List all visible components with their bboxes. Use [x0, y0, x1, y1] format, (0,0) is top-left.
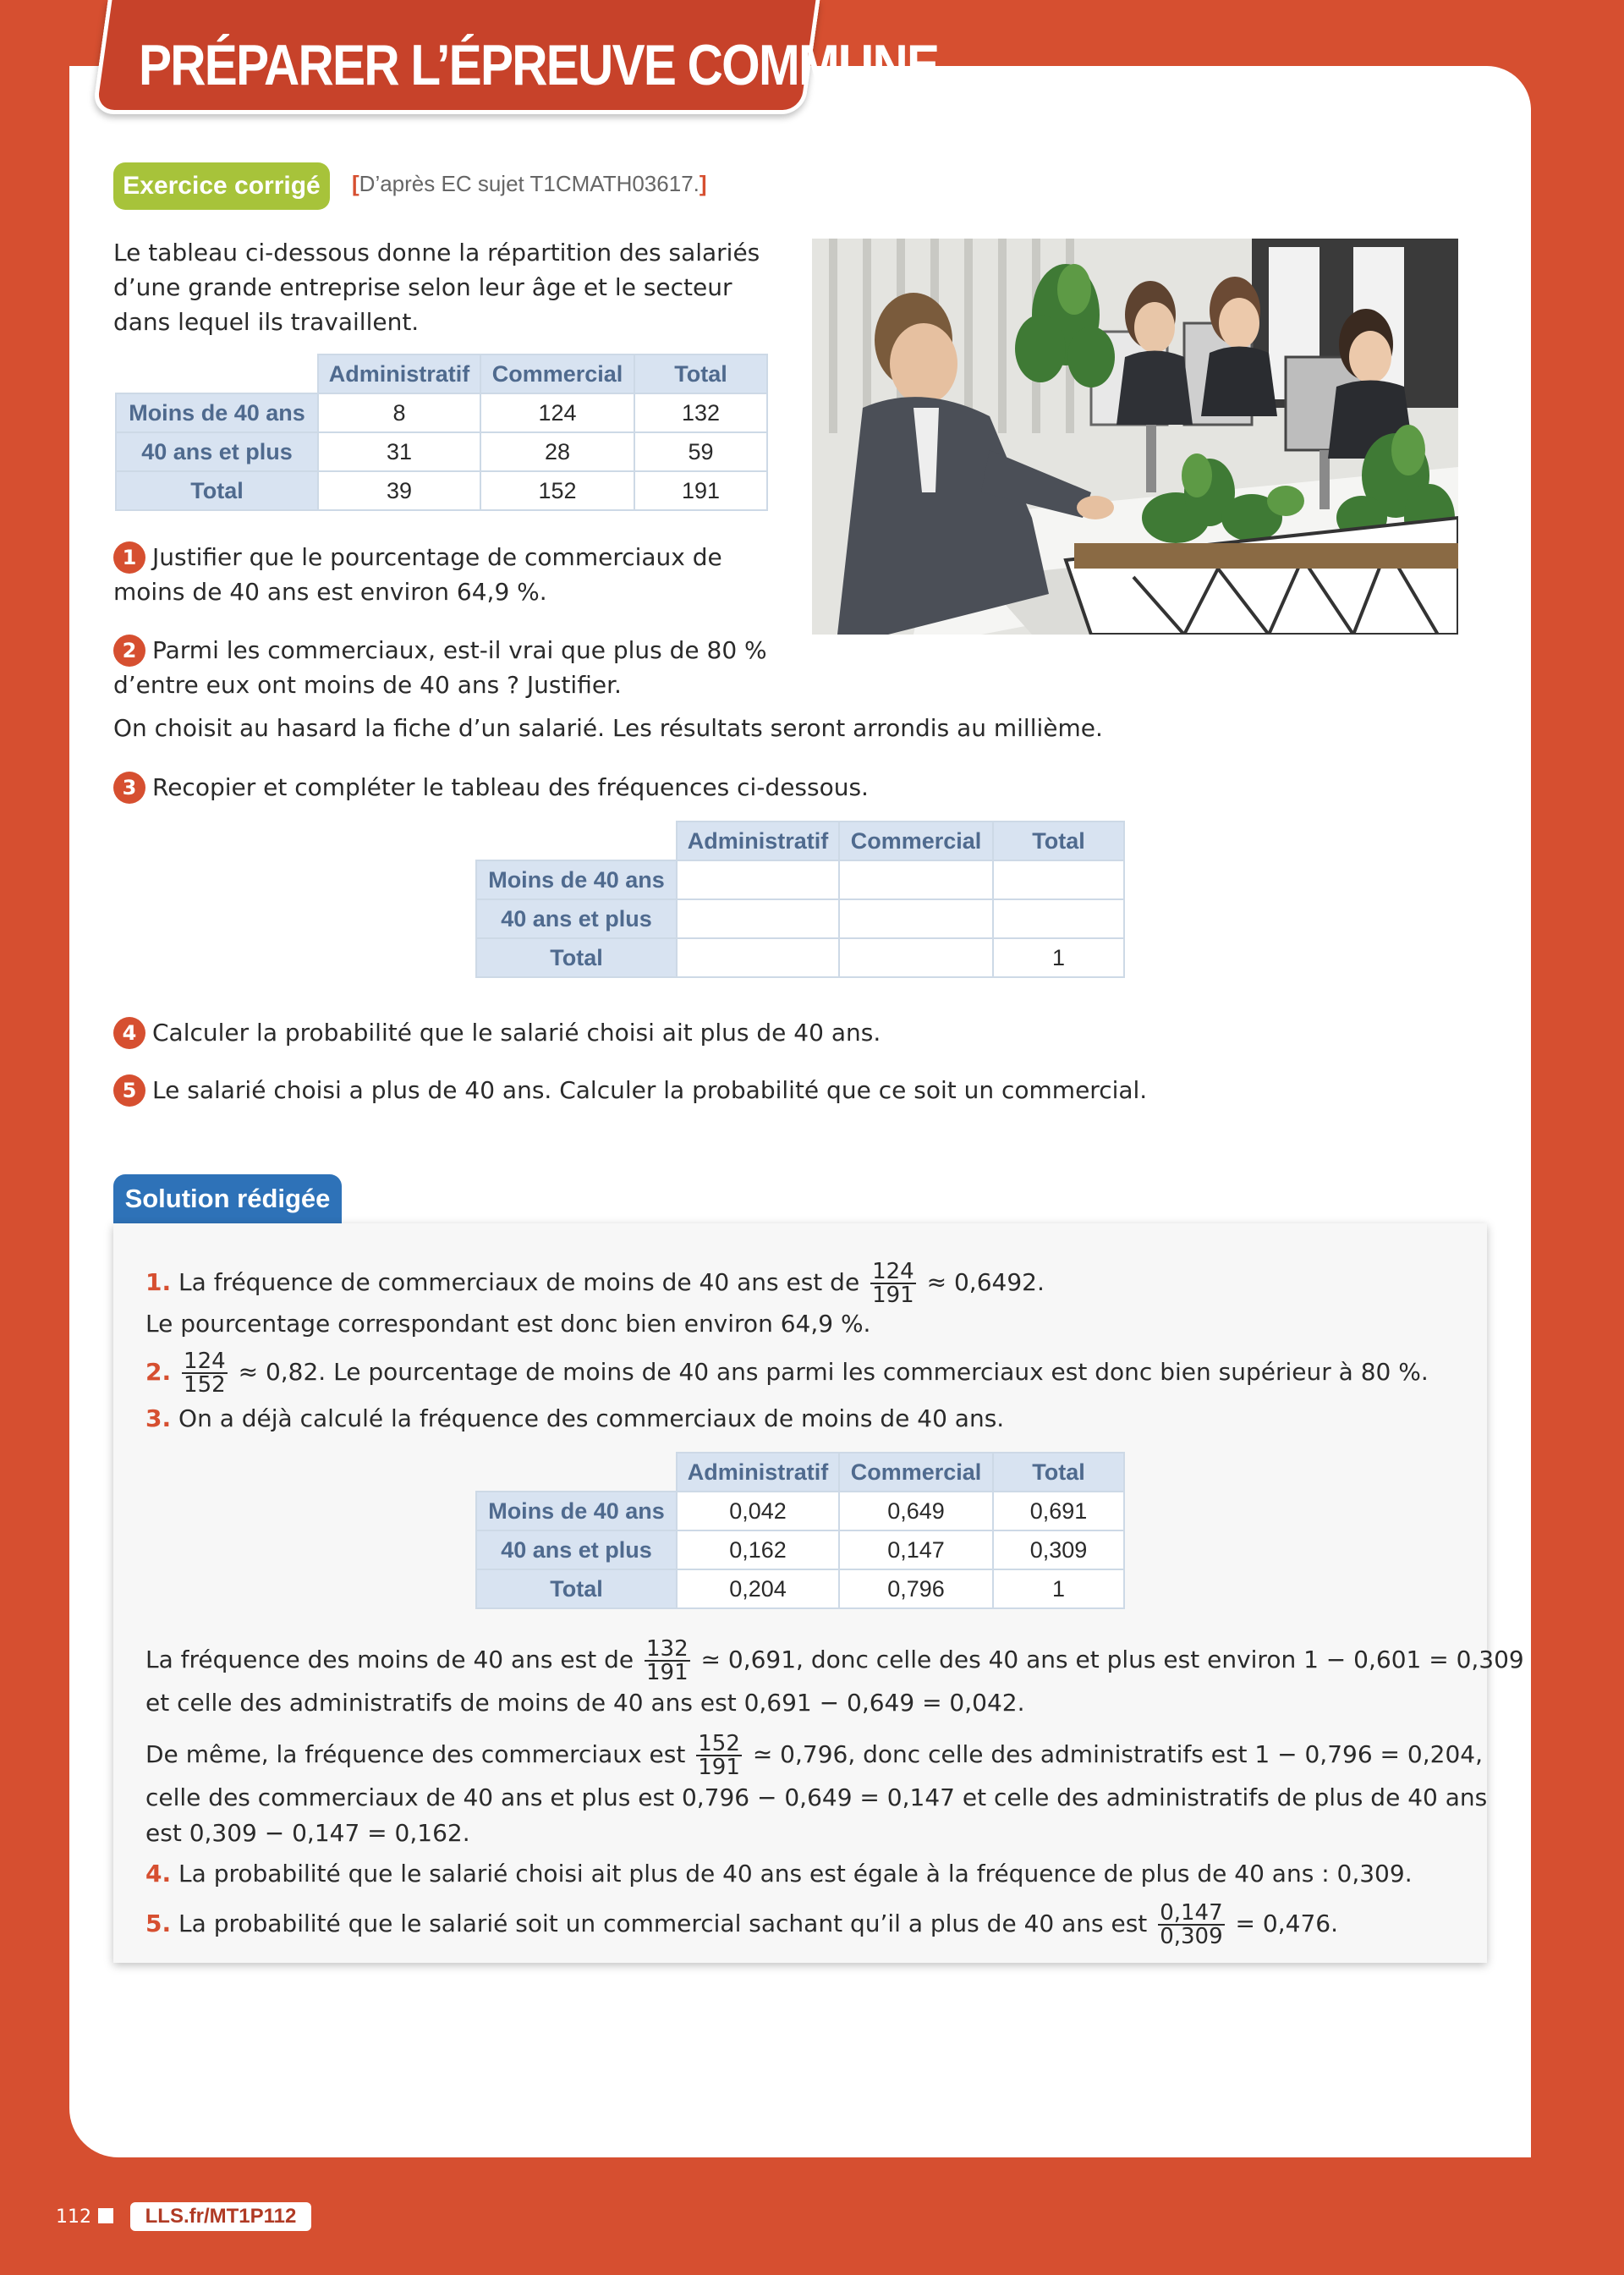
fraction-denominator: 191	[645, 1660, 689, 1685]
table-row	[476, 860, 1124, 899]
row-header: Total	[476, 1569, 677, 1608]
table-corner	[116, 354, 318, 393]
fraction-denominator: 0,309	[1160, 1924, 1223, 1949]
solution-5	[145, 1902, 1338, 1948]
table-header-row	[476, 1453, 1124, 1492]
table-cell: 124	[480, 393, 634, 432]
fraction	[870, 1261, 916, 1306]
question-text: Calculer la probabilité que le salarié choisi ait plus de 40 ans.	[152, 1019, 881, 1047]
fraction-numerator: 0,147	[1160, 1900, 1223, 1926]
table-row	[476, 1530, 1124, 1569]
table-row	[476, 1569, 1124, 1608]
table-header-row	[116, 354, 767, 393]
table-row	[116, 393, 767, 432]
solution-text: La probabilité que le salarié choisi ait plus de 40 ans est égale à la fréquence de plus de 40 ans : 0,309.	[178, 1860, 1413, 1888]
table-cell: 0,042	[677, 1492, 839, 1530]
table-cell	[839, 938, 993, 977]
question-5	[113, 1073, 1147, 1107]
source-bracket-open: [	[352, 171, 359, 196]
table-cell: 59	[634, 432, 767, 471]
question-text: d’entre eux ont moins de 40 ans ? Justifier.	[113, 671, 622, 699]
solution-text: La fréquence des moins de 40 ans est de	[145, 1646, 634, 1673]
frequency-table-filled	[475, 1452, 1125, 1609]
table-cell	[677, 938, 839, 977]
solution-text: ≈ 0,6492.	[926, 1268, 1045, 1296]
table-cell: 132	[634, 393, 767, 432]
table-corner	[476, 822, 677, 860]
solution-2	[145, 1350, 1429, 1396]
table-cell	[677, 860, 839, 899]
question-text: moins de 40 ans est environ 64,9 %.	[113, 578, 547, 606]
solution-4	[145, 1856, 1413, 1891]
solution-3-para1-line2: et celle des administratifs de moins de 40 ans est 0,691 − 0,649 = 0,042.	[145, 1689, 1025, 1717]
solution-number: 5.	[145, 1910, 172, 1937]
table-cell	[993, 899, 1124, 938]
question-number: 1	[113, 541, 145, 574]
column-header: Commercial	[839, 1453, 993, 1492]
column-header: Administratif	[318, 354, 480, 393]
table-cell: 8	[318, 393, 480, 432]
row-header: Moins de 40 ans	[476, 860, 677, 899]
question-text: Justifier que le pourcentage de commerciaux de	[152, 543, 722, 571]
question-4	[113, 1015, 881, 1050]
table-cell	[839, 899, 993, 938]
question-2	[113, 633, 767, 702]
office-photo	[812, 239, 1458, 635]
table-cell: 0,204	[677, 1569, 839, 1608]
row-header: 40 ans et plus	[476, 1530, 677, 1569]
solution-text: La fréquence de commerciaux de moins de 40 ans est de	[178, 1268, 860, 1296]
table-header-row	[476, 822, 1124, 860]
row-header: Total	[116, 471, 318, 510]
source-bracket-close: ]	[699, 171, 707, 196]
solution-number: 2.	[145, 1358, 172, 1386]
footer-square-icon	[98, 2208, 113, 2223]
solution-3-para2	[145, 1733, 1483, 1778]
solution-number: 4.	[145, 1860, 172, 1888]
page-title: PRÉPARER L’ÉPREUVE COMMUNE	[139, 33, 939, 97]
table-cell: 1	[993, 938, 1124, 977]
table-cell: 39	[318, 471, 480, 510]
footer-link[interactable]: LLS.fr/MT1P112	[130, 2202, 311, 2231]
table-row	[476, 938, 1124, 977]
question-number: 2	[113, 635, 145, 667]
fraction	[696, 1733, 742, 1778]
table-cell: 0,147	[839, 1530, 993, 1569]
row-header: 40 ans et plus	[476, 899, 677, 938]
question-text: Le salarié choisi a plus de 40 ans. Calculer la probabilité que ce soit un commercial.	[152, 1076, 1148, 1104]
solution-text: ≃ 0,796, donc celle des administratifs est 1 − 0,796 = 0,204,	[752, 1740, 1483, 1768]
table-row	[116, 432, 767, 471]
table-cell: 0,309	[993, 1530, 1124, 1569]
column-header: Commercial	[480, 354, 634, 393]
solution-badge: Solution rédigée	[113, 1174, 342, 1223]
table-cell: 0,162	[677, 1530, 839, 1569]
solution-1-line2: Le pourcentage correspondant est donc bien environ 64,9 %.	[145, 1310, 871, 1338]
solution-text: On a déjà calculé la fréquence des commerciaux de moins de 40 ans.	[178, 1404, 1005, 1432]
row-header: Moins de 40 ans	[116, 393, 318, 432]
fraction-denominator: 191	[872, 1283, 914, 1308]
question-text: Parmi les commerciaux, est-il vrai que plus de 80 %	[152, 636, 767, 664]
table-cell: 0,649	[839, 1492, 993, 1530]
fraction	[1158, 1902, 1224, 1948]
question-number: 5	[113, 1074, 145, 1107]
row-header: 40 ans et plus	[116, 432, 318, 471]
distribution-table	[115, 354, 768, 511]
table-cell: 1	[993, 1569, 1124, 1608]
question-1	[113, 540, 722, 609]
table-row	[476, 1492, 1124, 1530]
table-row	[116, 471, 767, 510]
question-3	[113, 770, 869, 805]
solution-3-para1	[145, 1638, 1524, 1684]
exercise-source	[352, 171, 707, 197]
solution-text: ≈ 0,82. Le pourcentage de moins de 40 ans parmi les commerciaux est donc bien supérieur à 80 %.	[238, 1358, 1429, 1386]
table-cell: 28	[480, 432, 634, 471]
fraction	[182, 1350, 228, 1396]
source-text: D’après EC sujet T1CMATH03617.	[359, 171, 700, 196]
solution-1	[145, 1261, 1045, 1306]
solution-3-para2-line3: est 0,309 − 0,147 = 0,162.	[145, 1819, 470, 1847]
table-cell	[993, 860, 1124, 899]
fraction-denominator: 191	[698, 1755, 740, 1780]
solution-number: 1.	[145, 1268, 172, 1296]
table-cell	[839, 860, 993, 899]
question-number: 4	[113, 1017, 145, 1049]
frequency-table-empty	[475, 821, 1125, 978]
fraction-numerator: 152	[698, 1731, 740, 1756]
question-text: Recopier et compléter le tableau des fréquences ci-dessous.	[152, 773, 869, 801]
column-header: Commercial	[839, 822, 993, 860]
column-header: Administratif	[677, 1453, 839, 1492]
solution-number: 3.	[145, 1404, 172, 1432]
solution-text: De même, la fréquence des commerciaux est	[145, 1740, 686, 1768]
page-number: 112	[56, 2206, 91, 2228]
exercise-badge: Exercice corrigé	[113, 162, 330, 210]
table-cell: 191	[634, 471, 767, 510]
column-header: Total	[634, 354, 767, 393]
table-corner	[476, 1453, 677, 1492]
fraction-numerator: 124	[184, 1349, 226, 1374]
table-cell: 31	[318, 432, 480, 471]
office-illustration	[812, 239, 1458, 635]
intro-paragraph	[113, 235, 760, 339]
table-cell	[677, 899, 839, 938]
table-row	[476, 899, 1124, 938]
intro-line: Le tableau ci-dessous donne la répartition des salariés	[113, 239, 760, 267]
table-cell: 0,691	[993, 1492, 1124, 1530]
table-cell: 0,796	[839, 1569, 993, 1608]
question-number: 3	[113, 772, 145, 804]
solution-text: La probabilité que le salarié soit un commercial sachant qu’il a plus de 40 ans est	[178, 1910, 1148, 1937]
fraction-denominator: 152	[184, 1372, 226, 1398]
solution-text: = 0,476.	[1235, 1910, 1338, 1937]
fraction	[645, 1638, 690, 1684]
column-header: Total	[993, 1453, 1124, 1492]
fraction-numerator: 132	[645, 1636, 689, 1662]
intro-line: d’une grande entreprise selon leur âge et le secteur	[113, 273, 732, 301]
solution-3	[145, 1401, 1004, 1436]
solution-text: ≃ 0,691, donc celle des 40 ans et plus est environ 1 − 0,601 = 0,309	[700, 1646, 1524, 1673]
table-cell: 152	[480, 471, 634, 510]
intro-line: dans lequel ils travaillent.	[113, 308, 420, 336]
solution-3-para2-line2: celle des commerciaux de 40 ans et plus est 0,796 − 0,649 = 0,147 et celle des administratifs de plus de 40 ans	[145, 1783, 1488, 1811]
row-header: Moins de 40 ans	[476, 1492, 677, 1530]
fraction-numerator: 124	[872, 1259, 914, 1284]
column-header: Total	[993, 822, 1124, 860]
choice-text: On choisit au hasard la fiche d’un salarié. Les résultats seront arrondis au millième.	[113, 714, 1103, 742]
row-header: Total	[476, 938, 677, 977]
column-header: Administratif	[677, 822, 839, 860]
